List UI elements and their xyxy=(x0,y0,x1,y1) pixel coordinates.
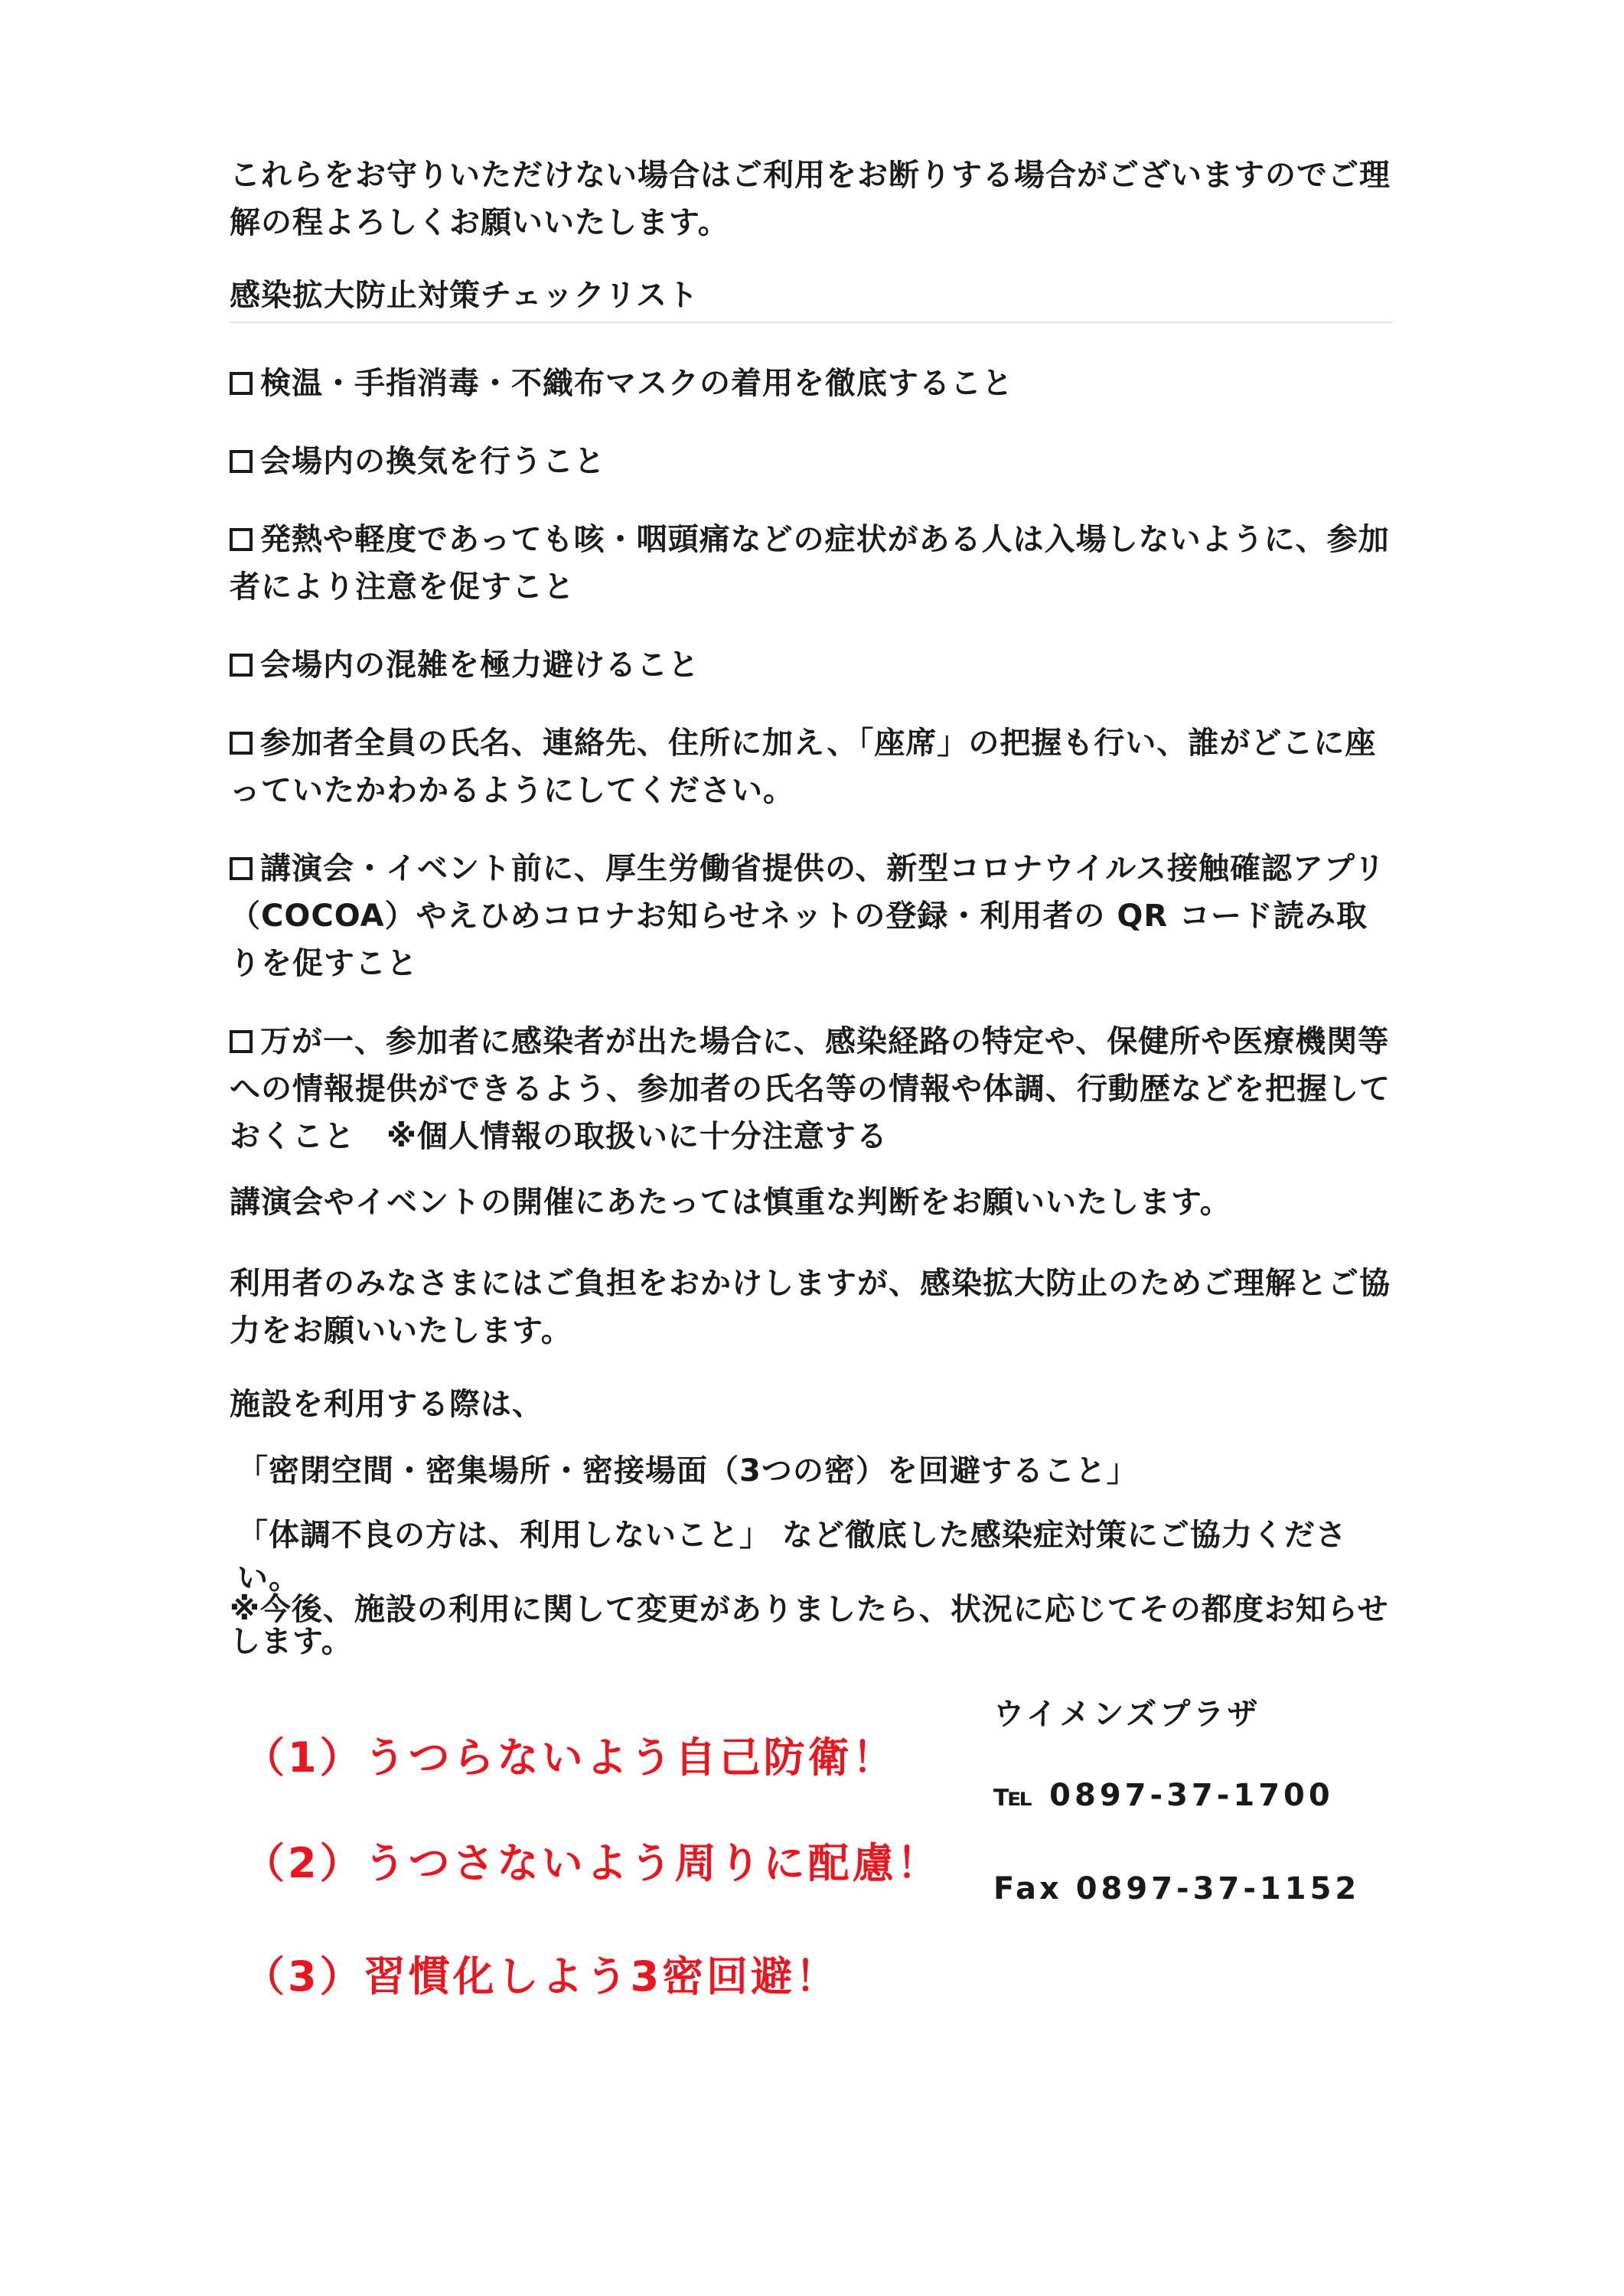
tel-number: 0897-37-1700 xyxy=(1049,1778,1334,1813)
checkbox-icon xyxy=(230,528,253,551)
checklist-item-text: 発熱や軽度であっても咳・咽頭痛などの症状がある人は入場しないように、参加者により注意を促すこと xyxy=(230,522,1390,605)
slogan-1: （1）うつらないよう自己防衛！ xyxy=(243,1733,897,1782)
notice-paragraph: ※今後、施設の利用に関して変更がありましたら、状況に応じてその都度お知らせします。 xyxy=(230,1592,1389,1659)
checkbox-icon xyxy=(230,654,253,677)
checklist-item xyxy=(230,1018,1393,1160)
checklist-item xyxy=(230,516,1393,611)
users-paragraph: 利用者のみなさまにはご負担をおかけしますが、感染拡大防止のためご理解とご協力をお願いいたします。 xyxy=(230,1266,1391,1349)
checklist-item-text: 検温・手指消毒・不織布マスクの着用を徹底すること xyxy=(260,366,1013,401)
contact-fax xyxy=(993,1867,1360,1910)
checklist-item xyxy=(230,360,1393,407)
checklist-item-text: 参加者全員の氏名、連絡先、住所に加え、「座席」の把握も行い、誰がどこに座っていたかわかるようにしてください。 xyxy=(230,726,1377,808)
checkbox-icon xyxy=(230,732,253,755)
checklist-item-text: 会場内の混雑を極力避けること xyxy=(260,647,699,683)
slogan-3: （3）習慣化しよう3密回避！ xyxy=(243,1952,840,2001)
three-c-quote: 「密閉空間・密集場所・密接場面（3つの密）を回避すること」 xyxy=(237,1453,1138,1489)
intro-paragraph: これらをお守りいただけない場合はご利用をお断りする場合がございますのでご理解の程よろしくお願いいたします。 xyxy=(230,158,1391,240)
contact-name: ウイメンズプラザ xyxy=(993,1697,1261,1732)
checklist-item xyxy=(230,845,1393,987)
checkbox-icon xyxy=(230,857,253,880)
checklist-item-text: 講演会・イベント前に、厚生労働省提供の、新型コロナウイルス接触確認アプリ（COCOA）やえひめコロナお知らせネットの登録・利用者の QR コード読み取りを促すこと xyxy=(230,851,1386,981)
tel-label: ℡ xyxy=(993,1778,1036,1813)
checkbox-icon xyxy=(230,372,253,395)
checkbox-icon xyxy=(230,450,253,473)
events-paragraph: 講演会やイベントの開催にあたっては慎重な判断をお願いいたします。 xyxy=(230,1185,1231,1220)
checklist-item xyxy=(230,719,1393,814)
health-quote: 「体調不良の方は、利用しないこと」 など徹底した感染症対策にご協力ください。 xyxy=(237,1518,1347,1596)
checklist-item-text: 万が一、参加者に感染者が出た場合に、感染経路の特定や、保健所や医療機関等への情報提供ができるよう、参加者の氏名等の情報や体調、行動歴などを把握しておくこと ※個人情報の取扱いに十分注意する xyxy=(230,1024,1391,1154)
fax-number: 0897-37-1152 xyxy=(1075,1871,1361,1906)
slogan-2: （2）うつさないよう周りに配慮！ xyxy=(243,1839,941,1887)
divider xyxy=(230,321,1393,323)
checklist-item-text: 会場内の換気を行うこと xyxy=(260,444,605,479)
fax-label: Fax xyxy=(993,1871,1062,1906)
checkbox-icon xyxy=(230,1030,253,1053)
facility-paragraph: 施設を利用する際は、 xyxy=(230,1387,543,1422)
checklist xyxy=(230,360,1393,1191)
checklist-item xyxy=(230,641,1393,689)
checklist-item xyxy=(230,438,1393,485)
contact-tel xyxy=(993,1774,1334,1817)
checklist-title: 感染拡大防止対策チェックリスト xyxy=(230,278,699,313)
